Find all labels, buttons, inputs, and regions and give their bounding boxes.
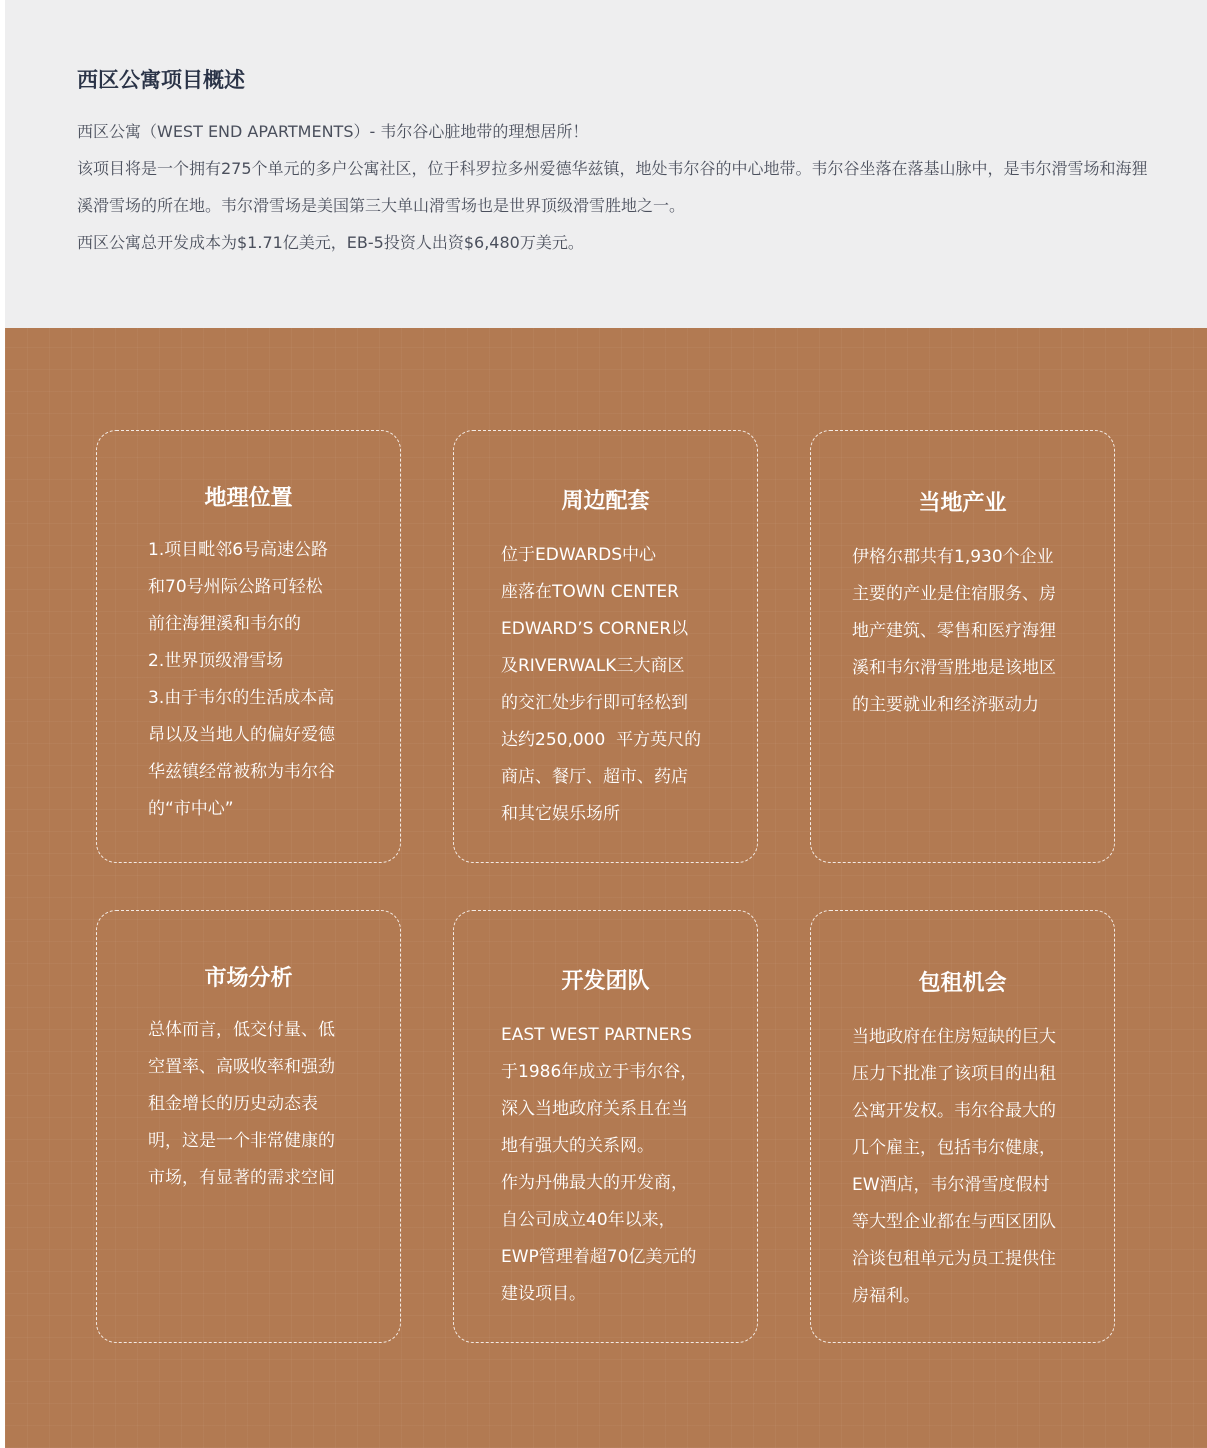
card-amenities (453, 430, 758, 863)
overview-body (77, 113, 1152, 261)
card-location (96, 430, 401, 863)
card-title: 包租机会 (918, 971, 1007, 996)
card-line: 房福利。 (852, 1286, 920, 1306)
card-line: 2.世界顶级滑雪场 (148, 651, 284, 671)
card-line: 3.由于韦尔的生活成本高 (148, 688, 335, 708)
overview-line: 西区公寓（WEST END APARTMENTS）- 韦尔谷心脏地带的理想居所！ (77, 122, 589, 141)
card-line: 伊格尔郡共有1,930个企业 (852, 547, 1054, 567)
card-line: 前往海狸溪和韦尔的 (148, 614, 301, 634)
card-line: 及RIVERWALK三大商区 (501, 656, 685, 676)
card-line: 等大型企业都在与西区团队 (852, 1212, 1056, 1232)
card-line: 昂以及当地人的偏好爱德 (148, 725, 335, 745)
card-line: 压力下批准了该项目的出租 (852, 1064, 1056, 1084)
card-line: 深入当地政府关系且在当 (501, 1099, 688, 1119)
card-local-industry (810, 430, 1115, 863)
card-market-analysis (96, 910, 401, 1343)
card-title: 当地产业 (918, 491, 1007, 516)
card-line: EDWARD’S CORNER以 (501, 619, 689, 639)
card-line: 的主要就业和经济驱动力 (852, 695, 1039, 715)
overview-section (5, 0, 1207, 328)
card-line: 华兹镇经常被称为韦尔谷 (148, 762, 335, 782)
card-title: 周边配套 (561, 489, 650, 514)
card-line: 空置率、高吸收率和强劲 (148, 1057, 335, 1077)
card-line: 自公司成立40年以来， (501, 1210, 676, 1230)
card-line: 溪和韦尔滑雪胜地是该地区 (852, 658, 1056, 678)
card-line: 明，这是一个非常健康的 (148, 1131, 335, 1151)
card-body (97, 532, 400, 828)
overview-title: 西区公寓项目概述 (77, 68, 245, 92)
card-line: 商店、餐厅、超市、药店 (501, 767, 688, 787)
card-line: 公寓开发权。韦尔谷最大的 (852, 1101, 1056, 1121)
card-line: 于1986年成立于韦尔谷， (501, 1062, 698, 1082)
card-title: 市场分析 (204, 966, 293, 991)
card-line: 租金增长的历史动态表 (148, 1094, 318, 1114)
card-title: 开发团队 (561, 969, 650, 994)
overview-line: 西区公寓总开发成本为$1.71亿美元，EB-5投资人出资$6,480万美元。 (77, 233, 584, 252)
card-line: 1.项目毗邻6号高速公路 (148, 540, 329, 560)
card-line: 的“市中心” (148, 799, 234, 819)
card-dev-team (453, 910, 758, 1343)
card-line: 主要的产业是住宿服务、房 (852, 584, 1056, 604)
card-line: 地产建筑、零售和医疗海狸 (852, 621, 1056, 641)
card-line: 达约250,000 平方英尺的 (501, 730, 702, 750)
card-line: 建设项目。 (501, 1284, 586, 1304)
card-line: 和其它娱乐场所 (501, 804, 620, 824)
card-line: 总体而言，低交付量、低 (148, 1020, 335, 1040)
card-body (454, 537, 757, 833)
card-line: 地有强大的关系网。 (501, 1136, 654, 1156)
card-master-lease (810, 910, 1115, 1343)
card-line: 的交汇处步行即可轻松到 (501, 693, 688, 713)
card-body (454, 1017, 757, 1313)
card-line: EAST WEST PARTNERS (501, 1025, 692, 1045)
card-line: EWP管理着超70亿美元的 (501, 1247, 697, 1267)
overview-line: 该项目将是一个拥有275个单元的多户公寓社区，位于科罗拉多州爱德华兹镇，地处韦尔谷的中心地带。韦尔谷坐落在落基山脉中，是韦尔滑雪场和海狸溪滑雪场的所在地。韦尔滑雪场是美国第三大单山滑雪场也是世界顶级滑雪胜地之一。 (77, 159, 1148, 215)
card-line: 当地政府在住房短缺的巨大 (852, 1027, 1056, 1047)
card-body (811, 539, 1114, 724)
card-line: EW酒店，韦尔滑雪度假村 (852, 1175, 1050, 1195)
card-line: 座落在TOWN CENTER (501, 582, 679, 602)
card-line: 作为丹佛最大的开发商， (501, 1173, 688, 1193)
card-line: 几个雇主，包括韦尔健康， (852, 1138, 1056, 1158)
card-body (97, 1012, 400, 1197)
features-section (5, 328, 1207, 1448)
page (5, 0, 1207, 1448)
card-body (811, 1019, 1114, 1315)
card-line: 市场，有显著的需求空间 (148, 1168, 335, 1188)
card-line: 位于EDWARDS中心 (501, 545, 657, 565)
card-line: 和70号州际公路可轻松 (148, 577, 323, 597)
card-line: 洽谈包租单元为员工提供住 (852, 1249, 1056, 1269)
card-title: 地理位置 (204, 486, 293, 511)
